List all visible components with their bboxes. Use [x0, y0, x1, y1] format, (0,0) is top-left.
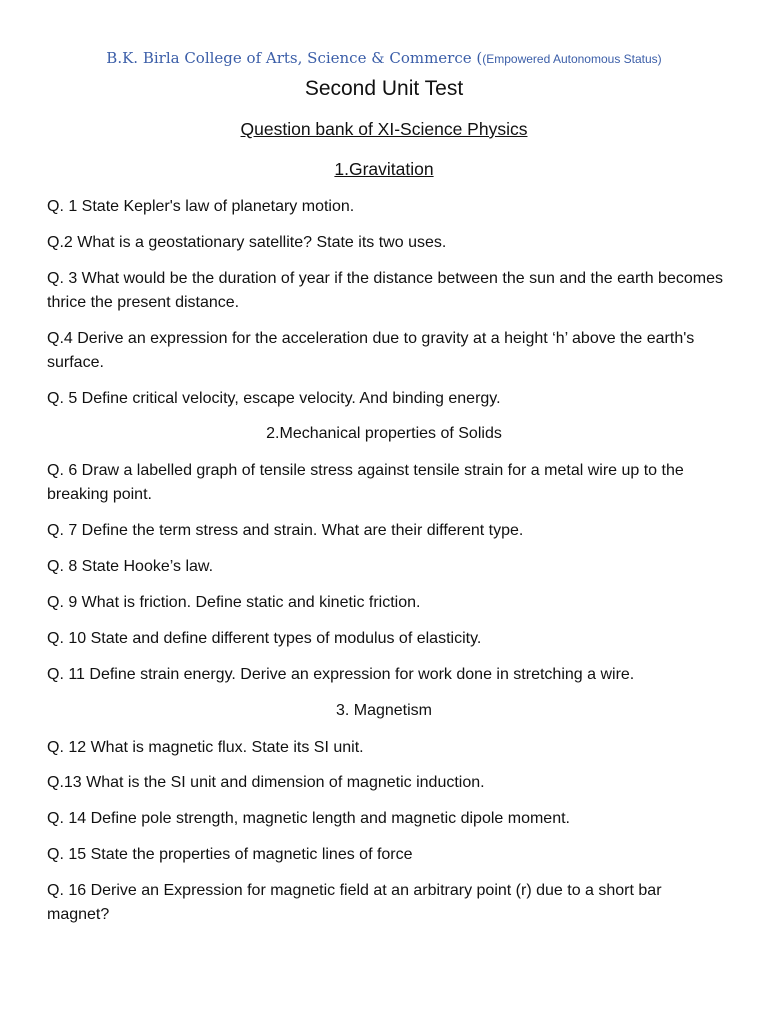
- subtitle-text: Question bank of XI-Science Physics: [240, 119, 528, 139]
- question-item: Q. 15 State the properties of magnetic lines of force: [47, 846, 413, 863]
- question-item: Q. 14 Define pole strength, magnetic length and magnetic dipole moment.: [47, 810, 570, 827]
- question-item: Q. 10 State and define different types of modulus of elasticity.: [47, 630, 482, 647]
- question-item: Q. 6 Draw a labelled graph of tensile stress against tensile strain for a metal wire up to the breaking point.: [47, 462, 684, 503]
- question-item: Q. 11 Define strain energy. Derive an expression for work done in stretching a wire.: [47, 666, 635, 683]
- unit-heading-magnetism: 3. Magnetism: [335, 702, 433, 719]
- question-item: Q.13 What is the SI unit and dimension of magnetic induction.: [47, 774, 485, 791]
- unit-heading-text: 1.Gravitation: [334, 159, 434, 179]
- page-title: Second Unit Test: [304, 77, 464, 100]
- question-item: Q. 16 Derive an Expression for magnetic field at an arbitrary point (r) due to a short bar magnet?: [47, 882, 662, 923]
- page-subtitle: [0, 117, 768, 141]
- question-item: Q. 5 Define critical velocity, escape velocity. And binding energy.: [47, 390, 501, 407]
- unit-heading-gravitation: [0, 157, 768, 181]
- question-item: Q. 3 What would be the duration of year if the distance between the sun and the earth becomes thrice the present distance.: [47, 270, 723, 311]
- question-item: Q. 7 Define the term stress and strain. What are their different type.: [47, 522, 524, 539]
- college-name: B.K. Birla College of Arts, Science & Commerce (: [106, 49, 483, 67]
- question-item: Q. 8 State Hooke’s law.: [47, 558, 214, 575]
- question-item: Q.2 What is a geostationary satellite? State its two uses.: [47, 234, 447, 251]
- college-status: (Empowered Autonomous Status): [482, 52, 662, 66]
- question-item: Q.4 Derive an expression for the acceleration due to gravity at a height ‘h’ above the earth's surface.: [47, 330, 695, 371]
- question-item: Q. 12 What is magnetic flux. State its SI unit.: [47, 739, 364, 756]
- college-header: [0, 47, 768, 70]
- question-item: Q. 9 What is friction. Define static and kinetic friction.: [47, 594, 421, 611]
- question-item: Q. 1 State Kepler's law of planetary motion.: [47, 198, 355, 215]
- unit-heading-solids: 2.Mechanical properties of Solids: [266, 425, 502, 442]
